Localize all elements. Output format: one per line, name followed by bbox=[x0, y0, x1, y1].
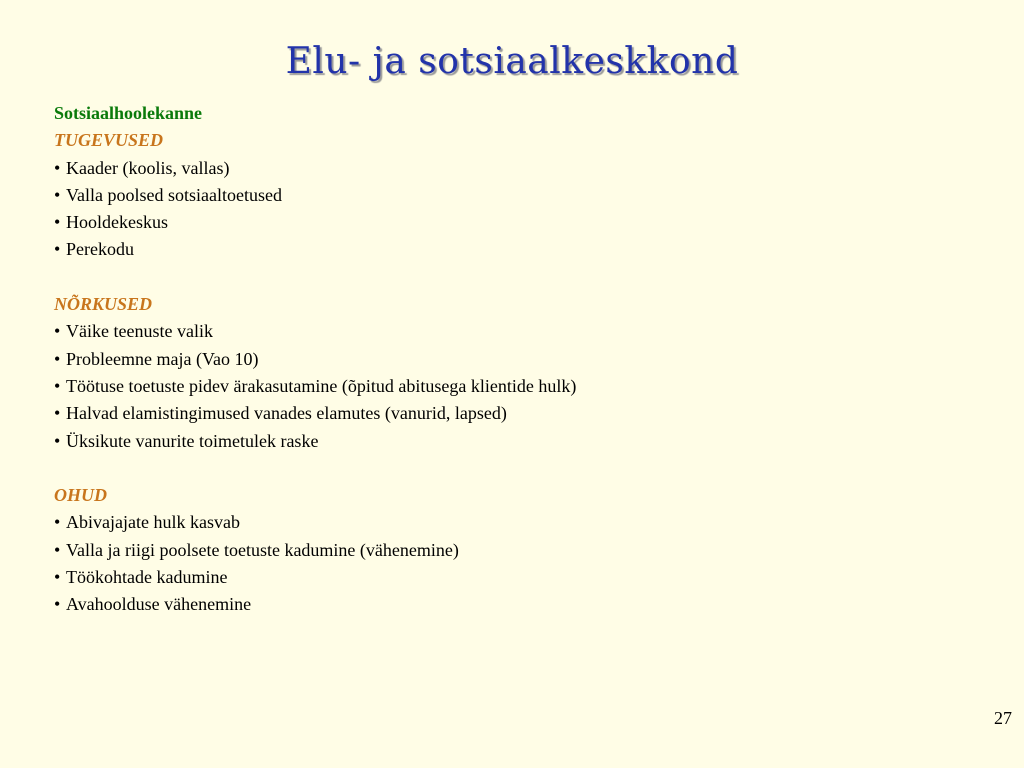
spacer bbox=[54, 264, 974, 291]
section-label: Sotsiaalhoolekanne bbox=[54, 103, 203, 123]
threats-heading: OHUD bbox=[54, 485, 107, 506]
list-item: • Töökohtade kadumine bbox=[54, 564, 974, 591]
bullet-icon: • bbox=[54, 184, 61, 205]
list-item: • Üksikute vanurite toimetulek raske bbox=[54, 428, 974, 455]
bullet-icon: • bbox=[54, 567, 61, 588]
page-number: 27 bbox=[994, 708, 1012, 728]
slide-title: Elu- ja sotsiaalkeskkond bbox=[285, 41, 739, 82]
spacer bbox=[54, 455, 974, 482]
list-item: • Probleemne maja (Vao 10) bbox=[54, 346, 974, 373]
bullet-icon: • bbox=[54, 348, 61, 369]
bullet-icon: • bbox=[54, 239, 61, 260]
list-item: • Väike teenuste valik bbox=[54, 318, 974, 345]
list-item: • Valla ja riigi poolsete toetuste kadumine (vähenemine) bbox=[54, 537, 974, 564]
bullet-icon: • bbox=[54, 321, 61, 342]
list-item: • Töötuse toetuste pidev ärakasutamine (õpitud abitusega klientide hulk) bbox=[54, 373, 974, 400]
bullet-icon: • bbox=[54, 594, 61, 615]
list-item: • Kaader (koolis, vallas) bbox=[54, 155, 974, 182]
list-item: • Abivajajate hulk kasvab bbox=[54, 509, 974, 536]
bullet-icon: • bbox=[54, 430, 61, 451]
list-item: • Valla poolsed sotsiaaltoetused bbox=[54, 182, 974, 209]
list-item: • Perekodu bbox=[54, 236, 974, 263]
list-item: • Hooldekeskus bbox=[54, 209, 974, 236]
bullet-icon: • bbox=[54, 403, 61, 424]
strengths-heading: TUGEVUSED bbox=[54, 130, 164, 151]
slide-content bbox=[54, 100, 974, 619]
bullet-icon: • bbox=[54, 539, 61, 560]
list-item: • Halvad elamistingimused vanades elamutes (vanurid, lapsed) bbox=[54, 400, 974, 427]
bullet-icon: • bbox=[54, 375, 61, 396]
list-item: • Avahoolduse vähenemine bbox=[54, 591, 974, 618]
bullet-icon: • bbox=[54, 157, 61, 178]
bullet-icon: • bbox=[54, 212, 61, 233]
weaknesses-heading: NÕRKUSED bbox=[54, 294, 153, 315]
bullet-icon: • bbox=[54, 512, 61, 533]
